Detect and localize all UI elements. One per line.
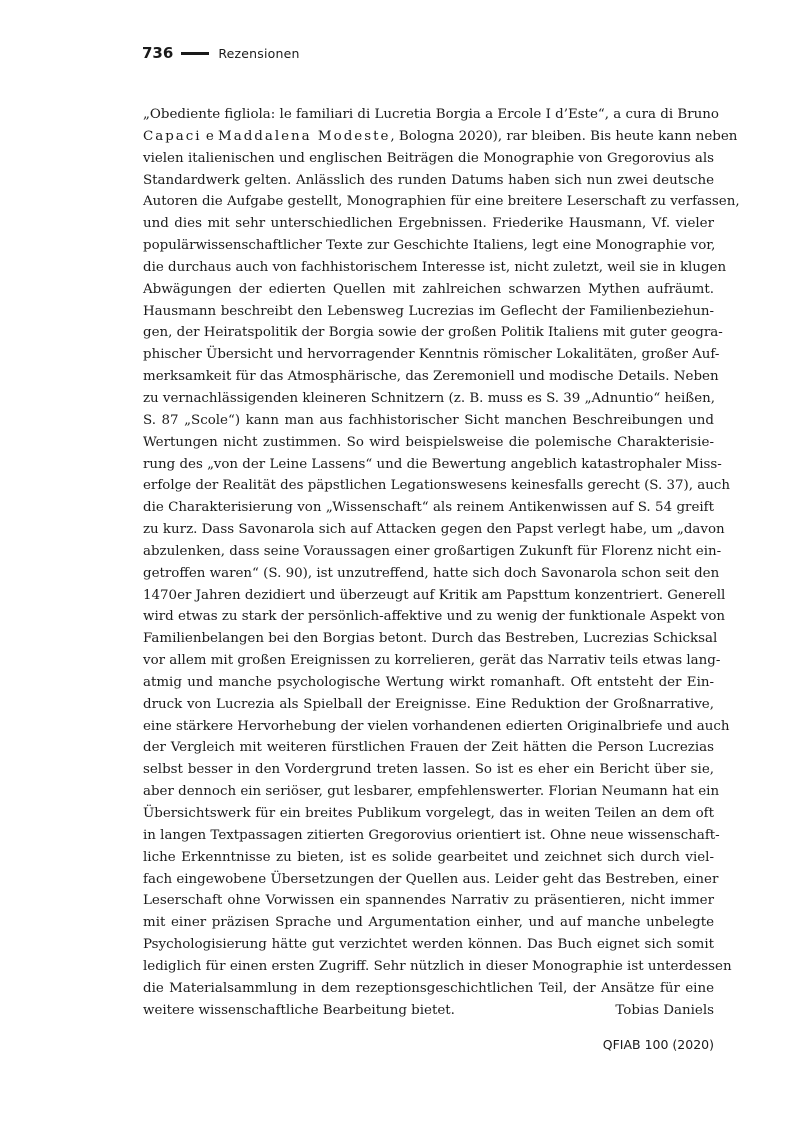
text-line: druck von Lucrezia als Spielball der Ereignisse. Eine Reduktion der Großnarrative,	[143, 696, 714, 712]
text-line: lediglich für einen ersten Zugriff. Sehr nützlich in dieser Monographie ist unterdessen	[143, 958, 732, 974]
text-line: vor allem mit großen Ereignissen zu korrelieren, gerät das Narrativ teils etwas lang-	[143, 653, 721, 669]
review-author: Tobias Daniels	[615, 1002, 714, 1018]
text-line: wird etwas zu stark der persönlich-affektive und zu wenig der funktionale Aspekt von	[143, 609, 726, 625]
text-line: 1470er Jahren dezidiert und überzeugt auf Kritik am Papsttum konzentriert. Generell	[143, 587, 726, 603]
text-line: Übersichtswerk für ein breites Publikum vorgelegt, das in weiten Teilen an dem oft	[143, 806, 714, 821]
journal-footer: QFIAB 100 (2020)	[602, 1037, 714, 1052]
text-line: Standardwerk gelten. Anlässlich des runden Datums haben sich nun zwei deutsche	[143, 172, 714, 188]
text-line: atmig und manche psychologische Wertung wirkt romanhaft. Oft entsteht der Ein-	[143, 674, 714, 690]
text-line: „Obediente figliola: le familiari di Lucretia Borgia a Ercole I d’Este“, a cura di Bruno	[143, 107, 719, 122]
text-line: Abwägungen der edierten Quellen mit zahlreichen schwarzen Mythen aufräumt.	[143, 281, 714, 297]
editor-name-capaci: Capaci	[143, 128, 202, 144]
text-line: eine stärkere Hervorhebung der vielen vorhandenen edierten Originalbriefe und auch	[143, 718, 730, 734]
section-title: Rezensionen	[218, 45, 300, 61]
text-line: zu kurz. Dass Savonarola sich auf Attacken gegen den Papst verlegt habe, um „davon	[143, 522, 725, 538]
text-line: selbst besser in den Vordergrund treten lassen. So ist es eher ein Bericht über sie,	[143, 762, 714, 778]
running-header	[142, 42, 300, 64]
review-text	[143, 104, 740, 1021]
text-line: populärwissenschaftlicher Texte zur Geschichte Italiens, legt eine Monographie vor,	[143, 238, 716, 254]
text-line: gen, der Heiratspolitik der Borgia sowie der großen Politik Italiens mit guter geogra-	[143, 325, 723, 341]
text-line: erfolge der Realität des päpstlichen Legationswesens keinesfalls gerecht (S. 37), auch	[143, 478, 731, 494]
text-line: getroffen waren“ (S. 90), ist unzutreffend, hatte sich doch Savonarola schon seit den	[143, 565, 720, 581]
text-line-with-names: Capaci e Maddalena Modeste, Bologna 2020), rar bleiben. Bis heute kann neben	[143, 128, 738, 144]
text-line: Psychologisierung hätte gut verzichtet werden können. Das Buch eignet sich somit	[143, 937, 714, 953]
final-line	[143, 1000, 714, 1022]
text-line: liche Erkenntnisse zu bieten, ist es solide gearbeitet und zeichnet sich durch viel-	[143, 849, 714, 865]
text-line: der Vergleich mit weiteren fürstlichen Frauen der Zeit hätten die Person Lucrezias	[143, 740, 714, 756]
text-line: fach eingewobene Übersetzungen der Quellen aus. Leider geht das Bestreben, einer	[143, 871, 719, 887]
text-line: phischer Übersicht und hervorragender Kenntnis römischer Lokalitäten, großer Auf-	[143, 347, 720, 363]
text-line: und dies mit sehr unterschiedlichen Ergebnissen. Friederike Hausmann, Vf. vieler	[143, 216, 714, 232]
text-line: merksamkeit für das Atmosphärische, das Zeremoniell und modische Details. Neben	[143, 369, 719, 385]
text-line: Familienbelangen bei den Borgias betont. Durch das Bestreben, Lucrezias Schicksal	[143, 631, 718, 647]
text-line: S. 87 „Scole“) kann man aus fachhistorischer Sicht manchen Beschreibungen und	[143, 412, 714, 428]
text-line: Wertungen nicht zustimmen. So wird beispielsweise die polemische Charakterisie-	[143, 434, 714, 450]
text-line: die durchaus auch von fachhistorischem Interesse ist, nicht zuletzt, weil sie in klugen	[143, 259, 727, 275]
text-line: Leserschaft ohne Vorwissen ein spannendes Narrativ zu präsentieren, nicht immer	[143, 893, 714, 909]
header-rule	[181, 52, 209, 55]
text-line: vielen italienischen und englischen Beiträgen die Monographie von Gregorovius als	[143, 150, 714, 166]
editor-name-modeste: Maddalena Modeste	[218, 128, 391, 144]
text-line: Autoren die Aufgabe gestellt, Monographien für eine breitere Leserschaft zu verfassen,	[143, 194, 740, 210]
text-line: die Materialsammlung in dem rezeptionsgeschichtlichen Teil, der Ansätze für eine	[143, 980, 714, 996]
text-line: die Charakterisierung von „Wissenschaft“ als reinem Antikenwissen auf S. 54 greift	[143, 500, 714, 516]
text-line: mit einer präzisen Sprache und Argumentation einher, und auf manche unbelegte	[143, 915, 714, 931]
page-number: 736	[142, 44, 174, 62]
text-line: zu vernachlässigenden kleineren Schnitzern (z. B. muss es S. 39 „Adnuntio“ heißen,	[143, 390, 716, 406]
text-line: Hausmann beschreibt den Lebensweg Lucrezias im Geflecht der Familienbeziehun-	[143, 303, 714, 319]
text-line: aber dennoch ein seriöser, gut lesbarer, empfehlenswerter. Florian Neumann hat ein	[143, 784, 720, 800]
final-line-text: weitere wissenschaftliche Bearbeitung bietet.	[143, 1002, 455, 1018]
text-line: in langen Textpassagen zitierten Gregorovius orientiert ist. Ohne neue wissenschaft-	[143, 827, 720, 843]
text-line: abzulenken, dass seine Voraussagen einer großartigen Zukunft für Florenz nicht ein-	[143, 543, 722, 559]
text-line: rung des „von der Leine Lassens“ und die Bewertung angeblich katastrophaler Miss-	[143, 456, 722, 472]
